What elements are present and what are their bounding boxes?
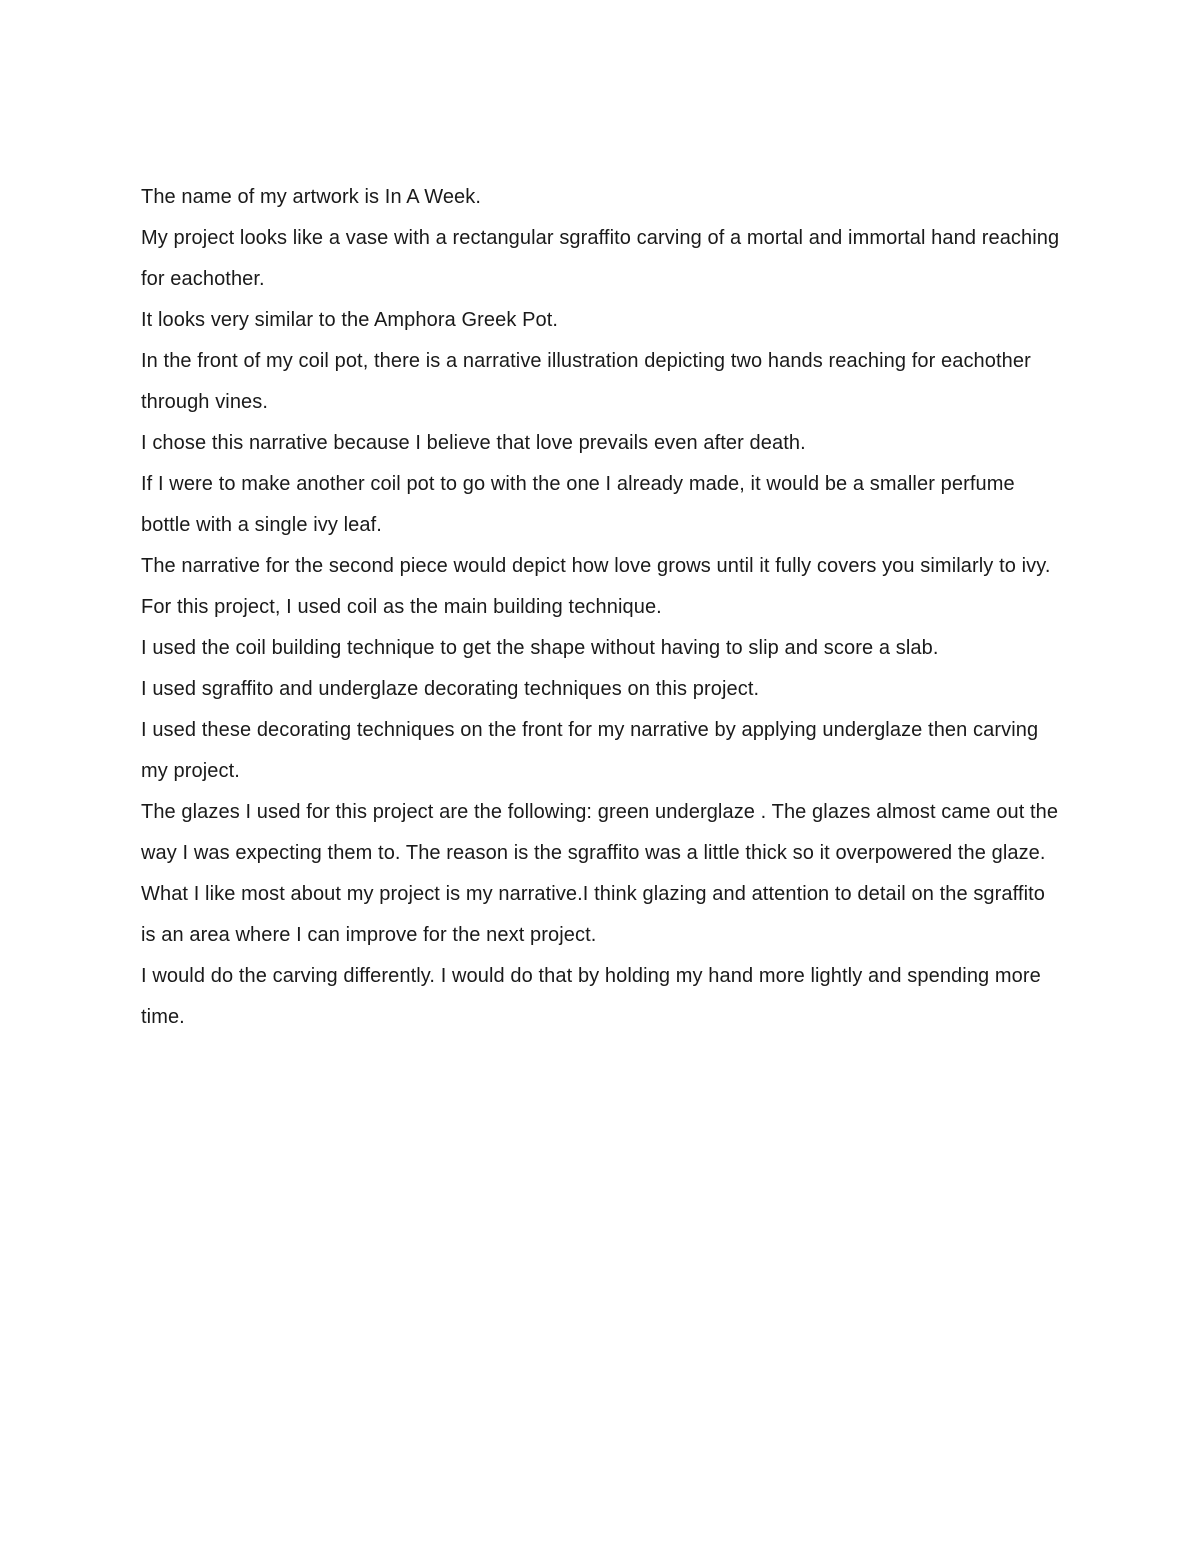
paragraph-decorating-usage: I used these decorating techniques on the front for my narrative by applying underglaze then carving my project.: [141, 719, 1039, 782]
paragraph-glazes: The glazes I used for this project are the following: green underglaze . The glazes almost came out the way I was expecting them to. The reason is the sgraffito was a little thick so it overpowered the glaze.: [141, 801, 1059, 864]
paragraph-narrative-reason: I chose this narrative because I believe that love prevails even after death.: [141, 432, 806, 454]
paragraph-building-technique: For this project, I used coil as the main building technique.: [141, 596, 662, 618]
paragraph-improvement: I would do the carving differently. I would do that by holding my hand more lightly and spending more time.: [141, 965, 1041, 1028]
paragraph-project-description: My project looks like a vase with a rectangular sgraffito carving of a mortal and immortal hand reaching for eachother.: [141, 227, 1060, 290]
paragraph-similarity: It looks very similar to the Amphora Greek Pot.: [141, 309, 559, 331]
document-body: [141, 177, 1061, 1038]
paragraph-narrative-illustration: In the front of my coil pot, there is a narrative illustration depicting two hands reaching for eachother through vines.: [141, 350, 1031, 413]
paragraph-decorating-techniques: I used sgraffito and underglaze decorating techniques on this project.: [141, 678, 760, 700]
paragraph-technique-reason: I used the coil building technique to get the shape without having to slip and score a slab.: [141, 637, 939, 659]
paragraph-artwork-name: The name of my artwork is In A Week.: [141, 186, 482, 208]
paragraph-reflection: What I like most about my project is my narrative.I think glazing and attention to detail on the sgraffito is an area where I can improve for the next project.: [141, 883, 1046, 946]
paragraph-second-narrative: The narrative for the second piece would depict how love grows until it fully covers you similarly to ivy.: [141, 555, 1051, 577]
paragraph-second-pot: If I were to make another coil pot to go with the one I already made, it would be a smaller perfume bottle with a single ivy leaf.: [141, 473, 1015, 536]
